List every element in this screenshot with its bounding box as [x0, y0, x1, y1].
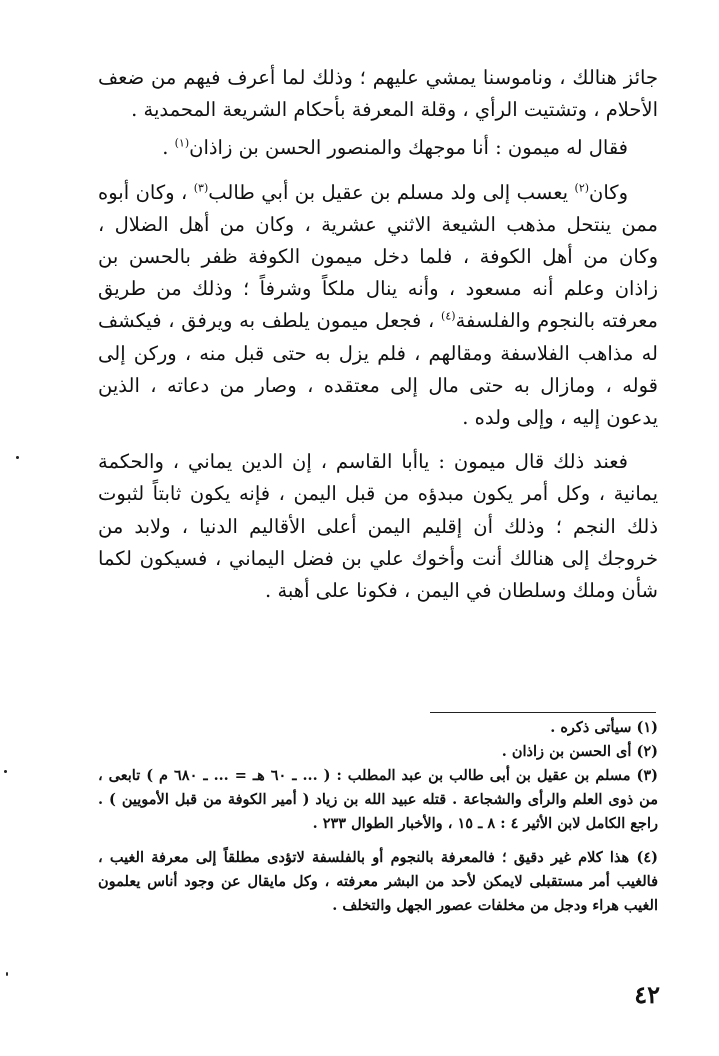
footnote-number: (٣)	[636, 767, 658, 784]
paragraph-3-end: ، فجعل ميمون يلطف به ويرفق ، فيكشف له مذاهب الفلاسفة ومقالهم ، فلم يزل به حتى قبل منه ، وركن إلى قوله ، ومازال به حتى مال إلى معتقده ، وصار من دعاته ، الذين يدعون إليه ، وإلى ولده .	[98, 309, 658, 430]
footnote-4	[98, 846, 658, 918]
paragraph-3-middle: يعسب إلى ولد مسلم بن عقيل بن أبي طالب	[208, 180, 575, 204]
footnote-text: هذا كلام غير دقيق ؛ فالمعرفة بالنجوم أو بالفلسفة لاتؤدى مطلقاً إلى معرفة الغيب ، فالغيب أمر مستقبلى لايمكن لأحد من البشر معرفته ، وكل مايقال عن وجود أناس يعلمون الغيب هراء ودجل من مخلفات عصور الجهل والتخلف .	[98, 849, 658, 914]
footnote-ref-4: (٤)	[441, 309, 456, 323]
footnote-number: (٤)	[636, 849, 658, 866]
footnote-text: سيأتى ذكره .	[550, 719, 637, 736]
footnote-text: أى الحسن بن زاذان .	[501, 743, 637, 760]
footnote-ref-1: (١)	[174, 136, 190, 150]
paragraph-3-start: وكان	[589, 180, 628, 204]
paragraph-2-text: فقال له ميمون : أنا موجهك والمنصور الحسن بن زاذان	[189, 136, 628, 160]
main-text	[98, 62, 658, 607]
scan-speck	[4, 770, 7, 773]
footnote-separator	[430, 712, 656, 713]
paragraph-2	[98, 132, 658, 164]
footnote-number: (٢)	[636, 743, 658, 760]
paragraph-3	[98, 177, 658, 435]
footnote-ref-2: (٢)	[574, 181, 590, 195]
footnote-text: مسلم بن عقيل بن أبى طالب بن عبد المطلب : ( ... ـ ٦٠ هـ = ... ـ ٦٨٠ م ) تابعى ، من ذوى العلم والرأى والشجاعة . قتله عبيد الله بن زياد ( أمير الكوفة من قبل الأمويين ) . راجع الكامل لابن الأثير ٤ : ٨ ـ ١٥ ، والأخبار الطوال ٢٣٣ .	[98, 767, 658, 832]
footnote-3	[98, 764, 658, 836]
paragraph-2-end: .	[162, 136, 175, 160]
page-number: ٤٢	[634, 980, 660, 1009]
paragraph-1-text: جائز هنالك ، وناموسنا يمشي عليهم ؛ وذلك لما أعرف فيهم من ضعف الأحلام ، وتشتيت الرأي ، وقلة المعرفة بأحكام الشريعة المحمدية .	[98, 66, 658, 122]
scan-speck	[6, 972, 8, 976]
paragraph-4	[98, 446, 658, 607]
footnote-1	[98, 716, 658, 740]
paragraph-4-text: فعند ذلك قال ميمون : ياأبا القاسم ، إن الدين يماني ، والحكمة يمانية ، وكل أمر يكون مبدؤه من قبل اليمن ، فإنه يكون ثابتاً لثبوت ذلك النجم ؛ وذلك أن إقليم اليمن أعلى الأقاليم الدنيا ، ولابد من خروجك إلى هنالك أنت وأخوك علي بن فضل اليماني ، فسيكون لكما شأن وملك وسلطان في اليمن ، فكونا على أهبة .	[98, 450, 658, 603]
footnote-number: (١)	[636, 719, 658, 736]
scan-speck	[16, 456, 19, 459]
paragraph-3-body: ، وكان أبوه ممن ينتحل مذهب الشيعة الاثني عشرية ، وكان من أهل الضلال ، وكان من أهل الكوفة ، فلما دخل ميمون الكوفة ظفر بالحسن بن زاذان وعلم أنه مسعود ، وأنه ينال ملكاً وشرفاً ؛ وذلك من طريق معرفته بالنجوم والفلسفة	[98, 180, 658, 333]
footnotes	[98, 716, 658, 918]
paragraph-1	[98, 62, 658, 126]
footnote-ref-3: (٣)	[193, 181, 209, 195]
footnote-2	[98, 740, 658, 764]
